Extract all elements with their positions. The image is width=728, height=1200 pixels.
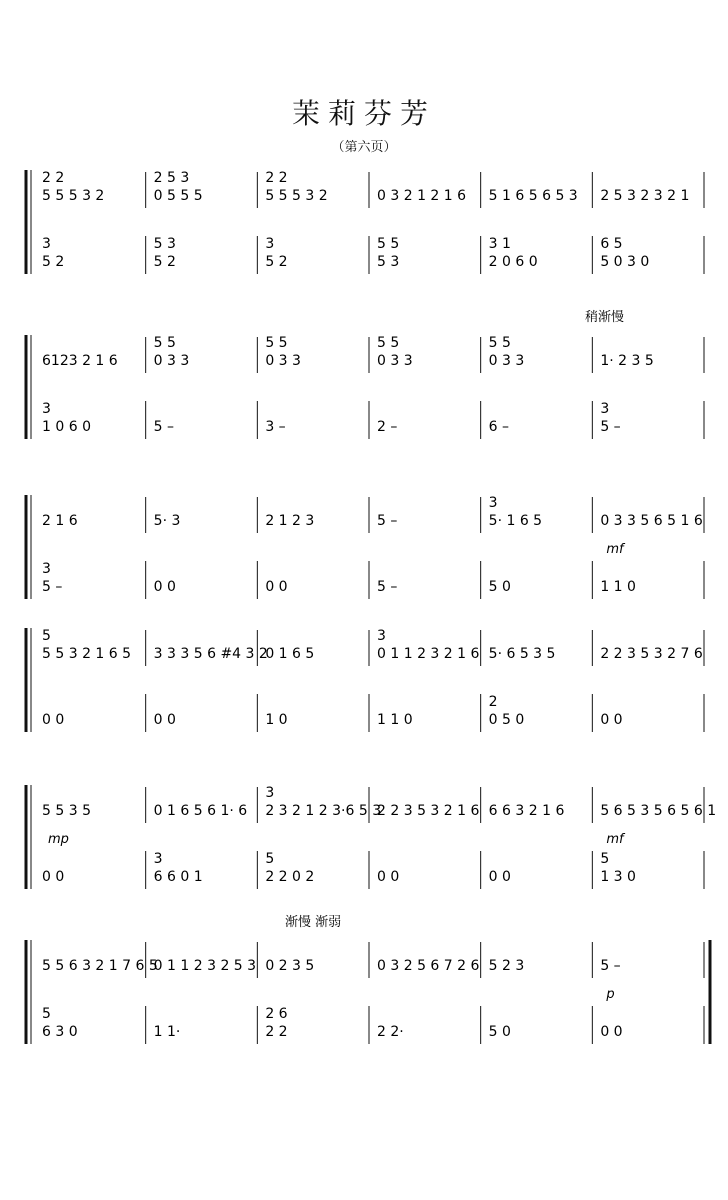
lower-bass-notes: 0 0 [377,869,400,885]
upper-chord-notes: 5 5 [153,335,176,351]
upper-melody-notes: 0 1 1 2 3 2 1 6 [377,646,480,662]
upper-melody-notes: 5 – [600,958,621,974]
lower-chord-notes: 3 [42,401,51,417]
lower-bass-notes: 5 0 [488,1024,511,1040]
upper-melody-notes: 2 1 2 3 [265,513,315,529]
upper-melody-notes: 3 3 3 5 6 #4 3 2 [153,646,268,662]
upper-melody-notes: 5 5 3 2 1 6 5 [42,646,132,662]
lower-bass-notes: 5 2 [42,254,65,270]
upper-melody-notes: 0 2 3 5 [265,958,315,974]
upper-melody-notes: 1· 2 3 5 [600,353,654,369]
upper-melody-notes: 5 5 5 3 2 [265,188,328,204]
upper-chord-notes: 5 [42,628,51,644]
lower-bass-notes: 6 – [488,419,510,435]
lower-chord-notes: 3 [153,851,163,867]
tempo-marking: 渐慢 渐弱 [285,915,342,930]
page-subtitle: （第六页） [331,140,397,155]
lower-bass-notes: 0 0 [153,579,176,595]
upper-chord-notes: 3 [265,785,275,801]
lower-chord-notes: 5 5 [377,236,400,252]
upper-melody-notes: 0 5 5 5 [153,188,203,204]
lower-bass-notes: 1 0 6 0 [42,419,91,435]
lower-bass-notes: 0 0 [42,869,65,885]
upper-melody-notes: 0 3 3 [153,353,190,369]
upper-melody-notes: 0 3 2 5 6 7 2 6 [377,958,480,974]
lower-bass-notes: 1 1· [153,1024,181,1040]
upper-chord-notes: 2 2 [265,170,288,186]
upper-melody-notes: 0 1 6 5 6 1· 6 [153,803,248,819]
lower-bass-notes: 5 3 [377,254,400,270]
lower-chord-notes: 3 [42,561,51,577]
tempo-marking: 稍渐慢 [585,310,625,325]
upper-melody-notes: 0 3 2 1 2 1 6 [377,188,467,204]
upper-melody-notes: 2 5 3 2 3 2 1 [600,188,690,204]
lower-chord-notes: 3 [265,236,275,252]
lower-chord-notes: 2 [488,694,498,710]
lower-chord-notes: 5 [42,1006,51,1022]
lower-bass-notes: 5 – [42,579,63,595]
lower-bass-notes: 1 1 0 [377,712,413,728]
upper-melody-notes: 0 3 3 5 6 5 1 6 [600,513,703,529]
upper-chord-notes: 2 5 3 [153,170,190,186]
upper-melody-notes: 2 3 2 1 2 3·6 5 3 [265,803,382,819]
lower-bass-notes: 0 0 [265,579,288,595]
upper-chord-notes: 5 5 [265,335,288,351]
upper-melody-notes: 2 1 6 [42,513,78,529]
upper-melody-notes: 0 1 6 5 [265,646,315,662]
lower-bass-notes: 2 0 6 0 [488,254,538,270]
lower-bass-notes: 5 2 [153,254,176,270]
upper-melody-notes: 5· 1 6 5 [488,513,543,529]
lower-bass-notes: 0 0 [600,1024,623,1040]
page-title: 茉莉芬芳 [291,97,436,130]
lower-bass-notes: 0 0 [153,712,176,728]
upper-melody-notes: 0 1 1 2 3 2 5 3 [153,958,257,974]
upper-melody-notes: 5 6 5 3 5 6 5 6 1 [600,803,717,819]
lower-bass-notes: 6 6 0 1 [153,869,203,885]
lower-bass-notes: 2 2· [377,1024,404,1040]
upper-melody-notes: 5 5 5 3 2 [42,188,105,204]
upper-melody-notes: 5· 6 5 3 5 [488,646,556,662]
upper-melody-notes: 0 3 3 [377,353,413,369]
lower-bass-notes: 1 0 [265,712,288,728]
lower-bass-notes: 2 – [377,419,398,435]
upper-melody-notes: 5· 3 [153,513,181,529]
lower-bass-notes: 5 2 [265,254,288,270]
lower-bass-notes: 1 3 0 [600,869,636,885]
upper-melody-notes: 5 5 6 3 2 1 7 6 5 [42,958,158,974]
lower-chord-notes: 3 [42,236,51,252]
dynamic-marking: mf [606,832,624,847]
lower-chord-notes: 3 1 [488,236,511,252]
lower-chord-notes: 5 3 [153,236,176,252]
lower-chord-notes: 3 [600,401,610,417]
lower-bass-notes: 5 – [600,419,621,435]
lower-bass-notes: 0 5 0 [488,712,525,728]
upper-melody-notes: 6 6 3 2 1 6 [488,803,565,819]
lower-bass-notes: 0 0 [42,712,65,728]
lower-bass-notes: 1 1 0 [600,579,636,595]
lower-bass-notes: 6 3 0 [42,1024,78,1040]
lower-bass-notes: 5 0 3 0 [600,254,650,270]
lower-bass-notes: 2 2 0 2 [265,869,315,885]
upper-melody-notes: 0 3 3 [488,353,525,369]
upper-chord-notes: 5 5 [488,335,511,351]
lower-chord-notes: 2 6 [265,1006,288,1022]
lower-bass-notes: 5 – [153,419,175,435]
upper-melody-notes: 0 3 3 [265,353,301,369]
lower-chord-notes: 6 5 [600,236,623,252]
upper-chord-notes: 3 [377,628,386,644]
lower-bass-notes: 0 0 [488,869,511,885]
upper-melody-notes: 5 5 3 5 [42,803,91,819]
upper-melody-notes: 5 1 6 5 6 5 3 [488,188,578,204]
dynamic-marking: mf [606,542,624,557]
lower-bass-notes: 2 2 [265,1024,288,1040]
upper-melody-notes: 6123 2 1 6 [42,353,118,369]
lower-bass-notes: 0 0 [600,712,623,728]
lower-chord-notes: 5 [600,851,610,867]
dynamic-marking: mp [48,832,69,847]
upper-melody-notes: 2 2 3 5 3 2 7 6 [600,646,703,662]
lower-chord-notes: 5 [265,851,275,867]
lower-bass-notes: 5 0 [488,579,511,595]
upper-melody-notes: 2 2 3 5 3 2 1 6 [377,803,480,819]
upper-chord-notes: 3 [488,495,498,511]
lower-bass-notes: 3 – [265,419,286,435]
upper-melody-notes: 5 2 3 [488,958,525,974]
upper-chord-notes: 2 2 [42,170,65,186]
lower-bass-notes: 5 – [377,579,398,595]
dynamic-marking: p [606,987,615,1002]
upper-chord-notes: 5 5 [377,335,400,351]
upper-melody-notes: 5 – [377,513,398,529]
